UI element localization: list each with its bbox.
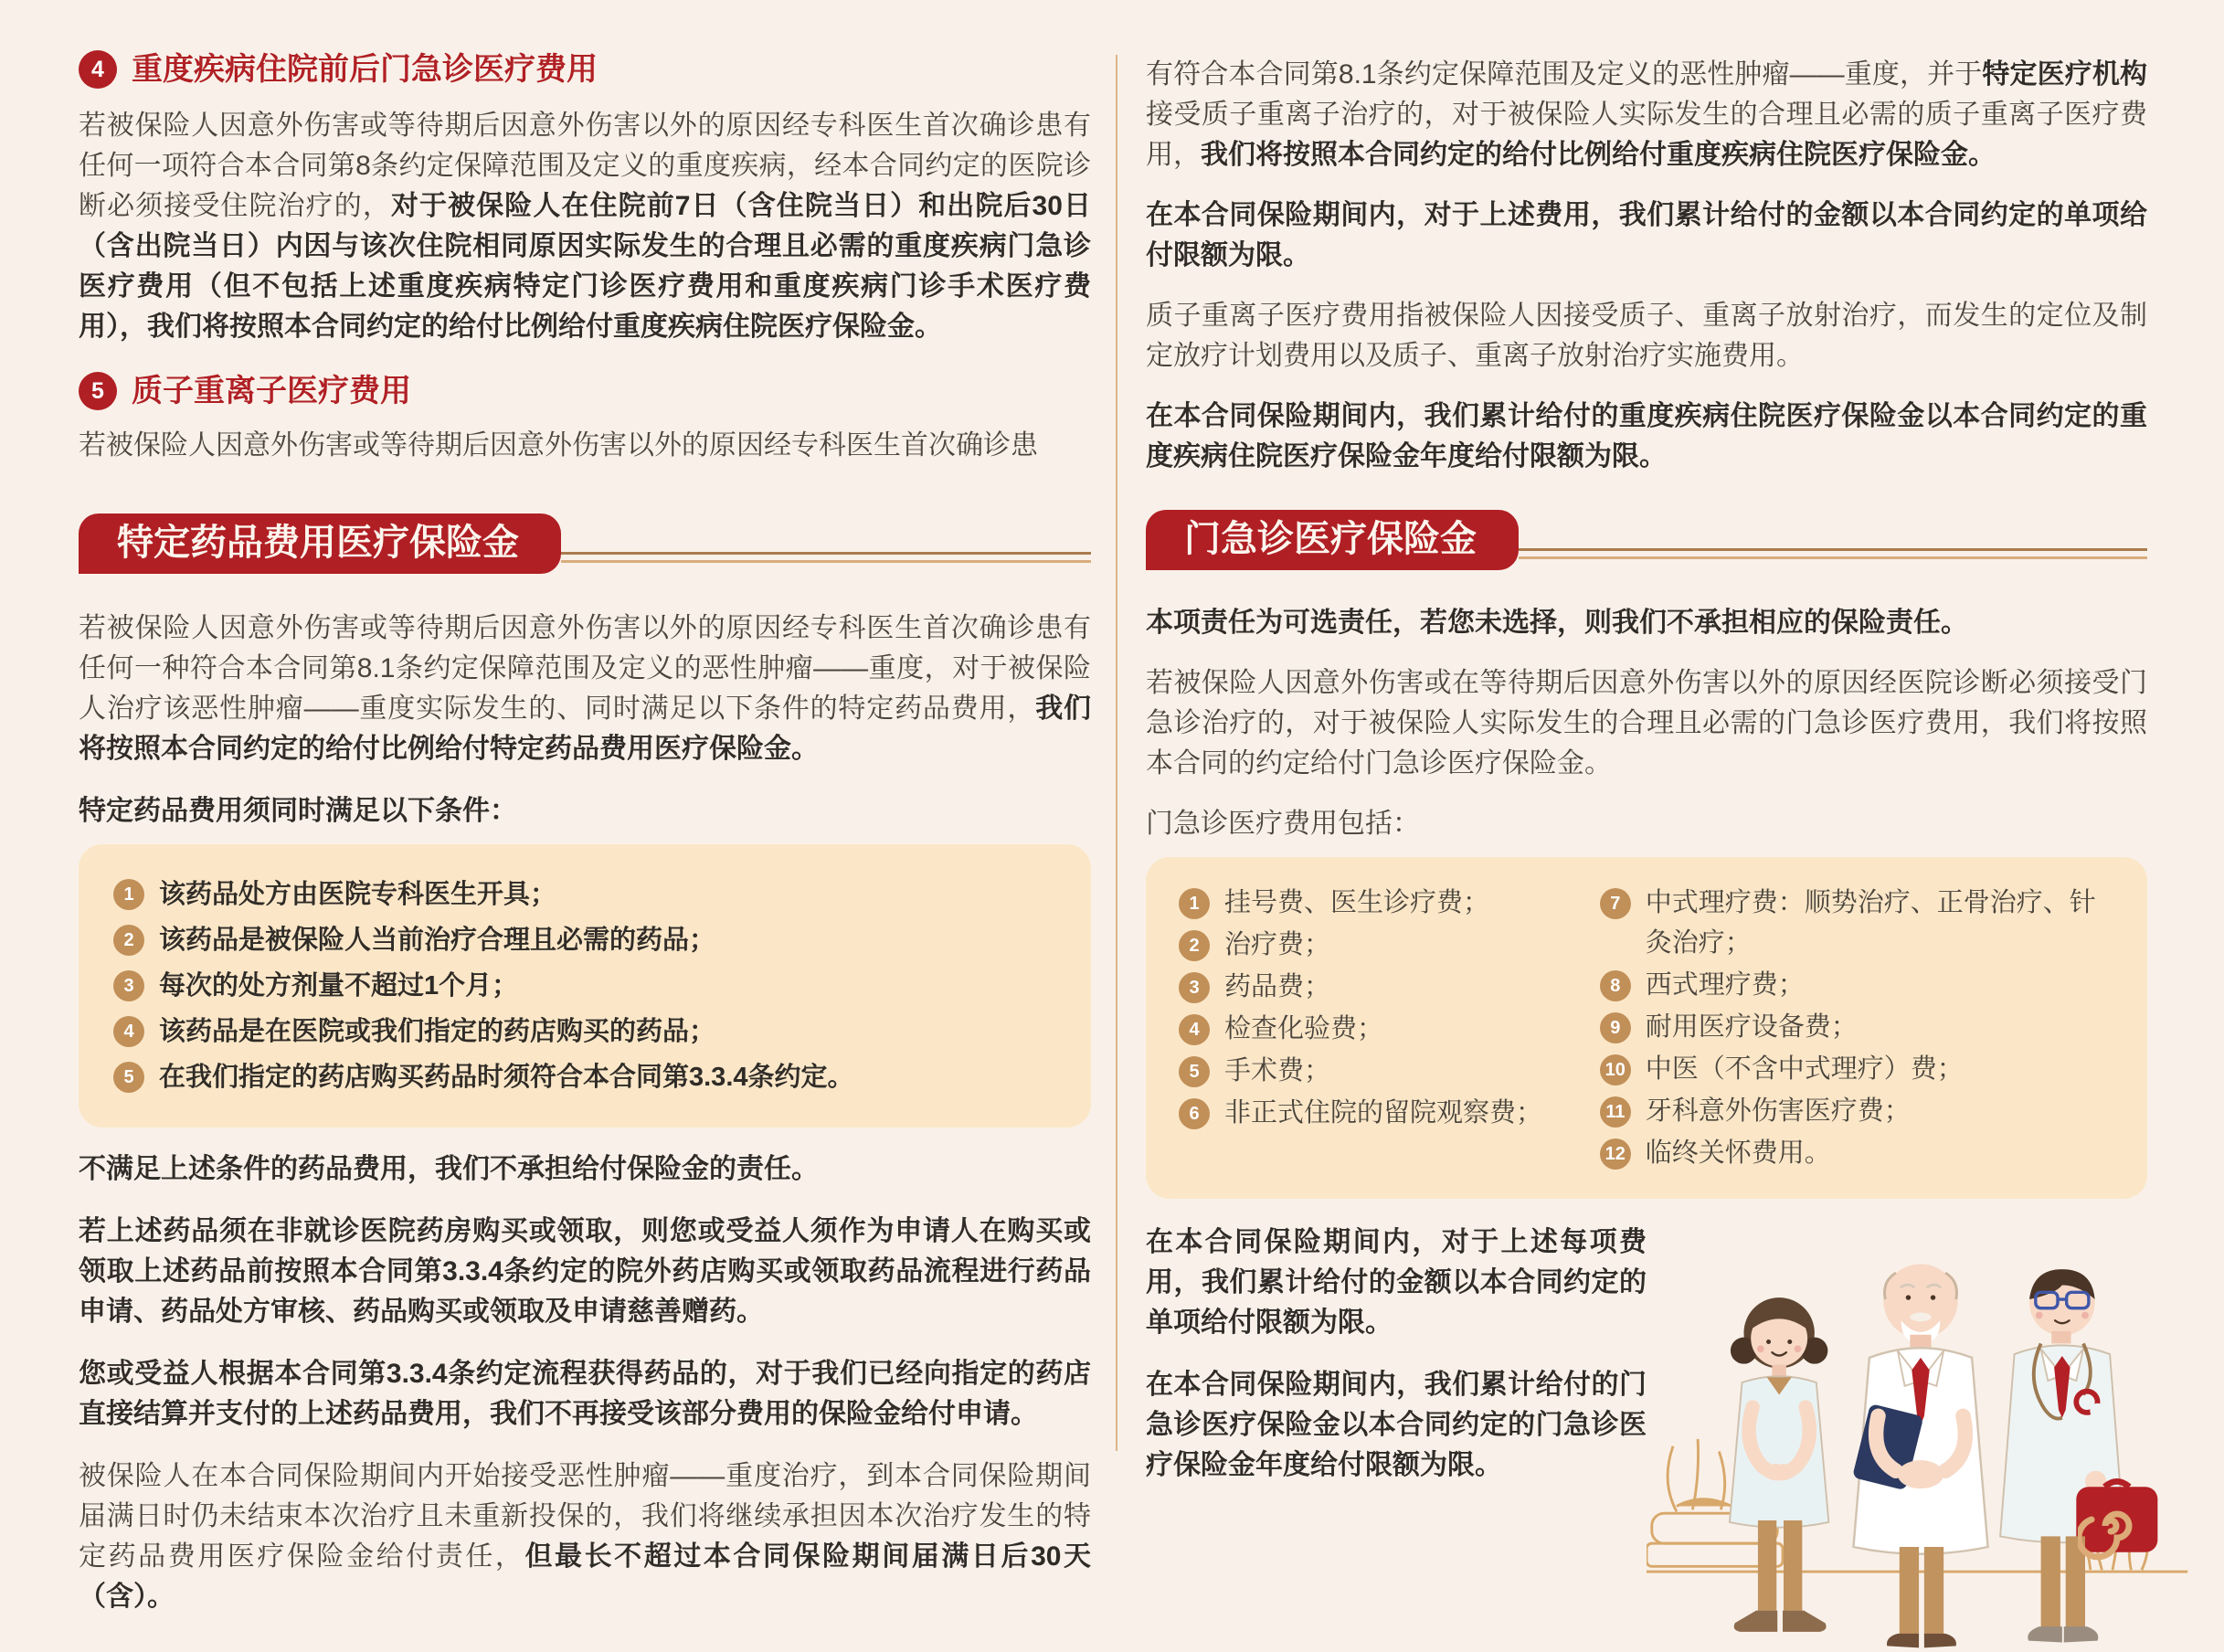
paragraph-special-drug-intro (79, 609, 1091, 769)
fees-include-label: 门急诊医疗费用包括： (1146, 809, 1420, 839)
item-text: 中式理疗费：顺势治疗、正骨治疗、针灸治疗； (1645, 888, 2096, 958)
banner-double-rule (561, 514, 1091, 574)
item-text: 该药品是被保险人当前治疗合理且必需的药品； (159, 926, 716, 955)
paragraph-proton-start (79, 426, 1091, 466)
left-column (79, 40, 1091, 1652)
item-text: 治疗费； (1224, 930, 1331, 959)
spiral-decoration-icon (2078, 1495, 2144, 1561)
medical-team-illustration-svg (1647, 1223, 2195, 1652)
item-number-badge: 2 (1179, 930, 1210, 961)
paragraph-proton-continued (1146, 55, 2147, 175)
bottom-section (1146, 1223, 2147, 1652)
medical-team-illustration (1647, 1223, 2195, 1652)
item-text: 手术费； (1224, 1056, 1331, 1085)
paragraph-direct-settlement (79, 1354, 1091, 1435)
doctor-with-bag-figure (2000, 1269, 2157, 1642)
section-heading-5 (79, 369, 1091, 413)
list-item (1179, 925, 1600, 965)
item-number-badge: 9 (1600, 1012, 1631, 1043)
bold-text-segment: 特定医疗机构 (1982, 59, 2147, 90)
paragraph-severe-disease (79, 106, 1091, 347)
item-text: 非正式住院的留院观察费； (1224, 1098, 1543, 1128)
item-number-badge: 10 (1600, 1054, 1631, 1085)
rule-line-light (1519, 556, 2147, 559)
item-text: 该药品是在医院或我们指定的药店购买的药品； (159, 1017, 716, 1046)
item-text: 药品费； (1224, 972, 1331, 1001)
bold-text-segment: 不满足上述条件的药品费用，我们不承担给付保险金的责任。 (79, 1154, 819, 1184)
rule-line-light (561, 560, 1091, 563)
list-item (1600, 1133, 2114, 1173)
item-number-badge: 11 (1600, 1096, 1631, 1128)
text-segment: 质子重离子医疗费用指被保险人因接受质子、重离子放射治疗，而发生的定位及制定放疗计划费用以及质子、重离子放射治疗实施费用。 (1146, 301, 2147, 371)
item-text: 牙科意外伤害医疗费； (1645, 1096, 1911, 1126)
item-number-badge: 5 (1179, 1056, 1210, 1087)
section-heading-title: 质子重离子医疗费用 (132, 374, 411, 408)
bold-text-segment: 我们将按照本合同约定的给付比例给付重度疾病住院医疗保险金。 (1201, 140, 1996, 170)
paragraph-each-fee-limit (1146, 1223, 1647, 1343)
section-number-badge: 4 (79, 50, 117, 89)
bold-text-segment: 但最长不超过本合同保险期间届满日后30天（含）。 (79, 1541, 1091, 1612)
list-item (1179, 1093, 1600, 1133)
nurse-figure (1730, 1297, 1828, 1632)
bold-text-segment: 若上述药品须在非就诊医院药房购买或领取，则您或受益人须作为申请人在购买或领取上述药品前按照本合同第3.3.4条约定的院外药店购买或领取药品流程进行药品申请、药品处方审核、药品购买或领取及申请慈善赠药。 (79, 1216, 1091, 1327)
item-number-badge: 4 (1179, 1014, 1210, 1045)
list-item (113, 1011, 1056, 1053)
list-item (1179, 1009, 1600, 1049)
item-number-badge: 8 (1600, 970, 1631, 1001)
paragraph-proton-annual-limit (1146, 397, 2147, 477)
list-item (113, 1056, 1056, 1098)
paragraph-proton-limit (1146, 196, 2147, 276)
item-text: 该药品处方由医院专科医生开具； (159, 880, 557, 909)
item-text: 耐用医疗设备费； (1645, 1012, 1858, 1042)
bold-text-segment: 您或受益人根据本合同第3.3.4条约定流程获得药品的，对于我们已经向指定的药店直接结算并支付的上述药品费用，我们不再接受该部分费用的保险金给付申请。 (79, 1359, 1091, 1429)
item-text: 中医（不含中式理疗）费； (1645, 1054, 1964, 1084)
item-number-badge: 3 (113, 970, 144, 1001)
column-divider-line (1116, 55, 1117, 1451)
bold-text-segment: 在本合同保险期间内，我们累计给付的重度疾病住院医疗保险金以本合同约定的重度疾病住院医疗保险金年度给付限额为限。 (1146, 401, 2147, 471)
paragraph-outpatient-desc (1146, 663, 2147, 784)
list-item (1600, 1007, 2114, 1047)
list-item (1179, 1051, 1600, 1091)
text-segment: 接受质子重离子治疗的，对于被保险人实际发生的合理且必需的质子重离子医疗费用， (1146, 100, 2147, 170)
bold-text-segment: 对于被保险人在住院前7日（含住院当日）和出院后30日（含出院当日）内因与该次住院相同原因实际发生的合理且必需的重度疾病门急诊医疗费用（但不包括上述重度疾病特定门诊医疗费用和重度疾病门诊手术医疗费用），我们将按照本合同约定的给付比例给付重度疾病住院医疗保险金。 (79, 191, 1092, 342)
benefit-banner-special-drug: 特定药品费用医疗保险金 (79, 514, 561, 574)
item-text: 检查化验费； (1224, 1014, 1384, 1043)
item-number-badge: 5 (113, 1062, 144, 1093)
bold-text-segment: 本项责任为可选责任，若您未选择，则我们不承担相应的保险责任。 (1146, 608, 1968, 638)
right-column (1146, 40, 2147, 1652)
outpatient-fees-box (1146, 857, 2147, 1199)
text-segment: 若被保险人因意外伤害或等待期后因意外伤害以外的原因经专科医生首次确诊患 (79, 430, 1038, 461)
item-number-badge: 4 (113, 1016, 144, 1047)
list-item (1600, 883, 2114, 963)
benefit-banner-row (1146, 510, 2147, 570)
item-text: 每次的处方剂量不超过1个月； (159, 971, 519, 1001)
paragraph-external-pharmacy (79, 1212, 1091, 1332)
list-item (113, 965, 1056, 1007)
bold-text-segment: 我们将按照本合同约定的给付比例给付特定药品费用医疗保险金。 (79, 694, 1092, 764)
item-number-badge: 1 (1179, 888, 1210, 919)
bottom-text-block (1146, 1223, 1647, 1652)
list-item (113, 874, 1056, 916)
banner-double-rule (1519, 510, 2147, 570)
text-segment: 若被保险人因意外伤害或在等待期后因意外伤害以外的原因经医院诊断必须接受门急诊治疗的，对于被保险人实际发生的合理且必需的门急诊医疗费用，我们将按照本合同的约定给付门急诊医疗保险金。 (1146, 668, 2147, 778)
text-segment: 被保险人在本合同保险期间内开始接受恶性肿瘤——重度治疗，到本合同保险期间届满日时仍未结束本次治疗且未重新投保的，我们将继续承担因本次治疗发生的特定药品费用医疗保险金给付责任， (79, 1461, 1091, 1572)
rule-line-dark (561, 552, 1091, 555)
fees-column-1 (1179, 881, 1600, 1175)
text-segment: 有符合本合同第8.1条约定保障范围及定义的恶性肿瘤——重度，并于 (1146, 59, 1983, 90)
senior-doctor-figure (1852, 1264, 1988, 1647)
paragraph-not-satisfied (79, 1149, 1091, 1190)
benefit-banner-row (79, 514, 1091, 574)
paragraph-proton-definition (1146, 296, 2147, 376)
bold-text-segment: 在本合同保险期间内，对于上述费用，我们累计给付的金额以本合同约定的单项给付限额为限。 (1146, 200, 2147, 270)
list-item (1179, 967, 1600, 1007)
item-text: 在我们指定的药店购买药品时须符合本合同第3.3.4条约定。 (159, 1063, 854, 1092)
section-heading-title: 重度疾病住院前后门急诊医疗费用 (132, 52, 598, 87)
item-number-badge: 1 (113, 879, 144, 910)
item-number-badge: 12 (1600, 1138, 1631, 1170)
bold-text-segment: 在本合同保险期间内，我们累计给付的门急诊医疗保险金以本合同约定的门急诊医疗保险金年度给付限额为限。 (1146, 1370, 1647, 1480)
list-item (1600, 1049, 2114, 1089)
item-text: 临终关怀费用。 (1645, 1138, 1831, 1168)
text-segment: 若被保险人因意外伤害或等待期后因意外伤害以外的原因经专科医生首次确诊患有任何一种符合本合同第8.1条约定保障范围及定义的恶性肿瘤——重度，对于被保险人治疗该恶性肿瘤——重度实际发生的、同时满足以下条件的特定药品费用， (79, 613, 1091, 724)
benefit-banner-outpatient: 门急诊医疗保险金 (1146, 510, 1519, 570)
bold-text-segment: 在本合同保险期间内，对于上述每项费用，我们累计给付的金额以本合同约定的单项给付限额为限。 (1146, 1227, 1647, 1338)
list-item (113, 919, 1056, 961)
conditions-label: 特定药品费用须同时满足以下条件： (79, 796, 517, 826)
item-text: 西式理疗费； (1645, 970, 1805, 1000)
section-heading-4 (79, 48, 1091, 91)
conditions-box (79, 844, 1091, 1128)
paragraph-annual-limit (1146, 1365, 1647, 1486)
item-number-badge: 2 (113, 925, 144, 956)
text-segment: 若被保险人因意外伤害或等待期后因意外伤害以外的原因经专科医生首次确诊患有任何一项符合本合同第8条约定保障范围及定义的重度疾病，经本合同约定的医院诊断必须接受住院治疗的， (79, 111, 1091, 221)
section-number-badge: 5 (79, 372, 117, 410)
item-number-badge: 6 (1179, 1098, 1210, 1129)
paragraph-optional-liability (1146, 603, 2147, 643)
item-number-badge: 7 (1600, 888, 1631, 919)
fees-column-2 (1600, 881, 2114, 1175)
list-item (1600, 1091, 2114, 1131)
item-number-badge: 3 (1179, 972, 1210, 1003)
paragraph-treatment-continuation (79, 1456, 1091, 1617)
rule-line-dark (1519, 548, 2147, 551)
list-item (1600, 965, 2114, 1005)
list-item (1179, 883, 1600, 923)
item-text: 挂号费、医生诊疗费； (1224, 888, 1490, 917)
